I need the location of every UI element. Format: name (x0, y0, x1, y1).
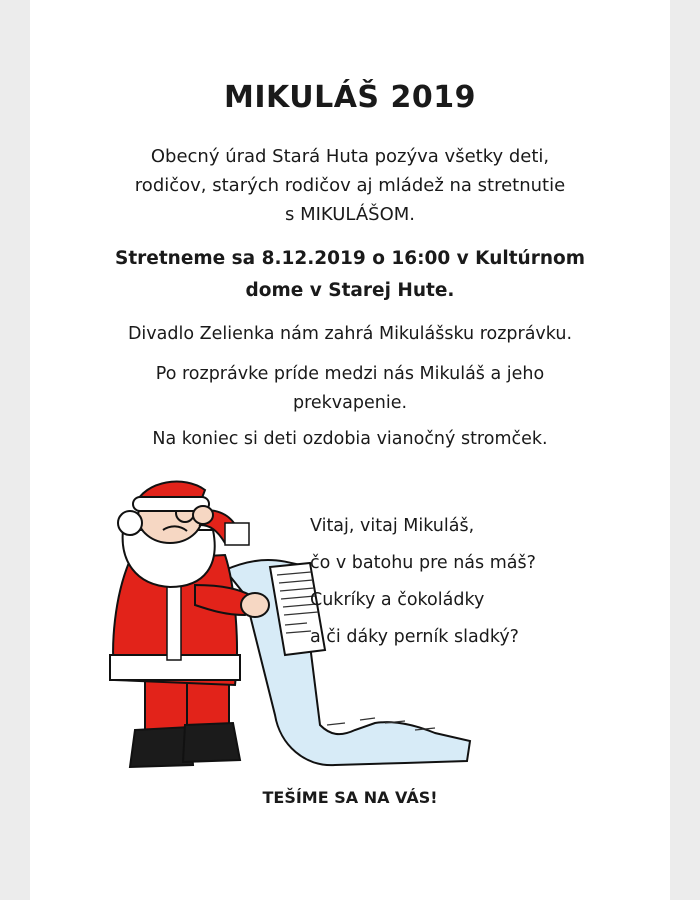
invitation-line: s MIKULÁŠOM. (284, 204, 416, 225)
meeting-info (30, 243, 670, 307)
poem-line: Vitaj, vitaj Mikuláš, (310, 516, 475, 536)
surprise-line: Po rozprávke príde medzi nás Mikuláš a jeho (155, 364, 545, 384)
page-title: MIKULÁŠ 2019 (224, 80, 476, 115)
meeting-line: Stretneme sa 8.12.2019 o 16:00 v Kultúrnom (115, 248, 585, 269)
poem-line: čo v batohu pre nás máš? (310, 553, 536, 573)
invitation-text (30, 142, 670, 229)
poem (310, 508, 610, 656)
poem-line: Cukríky a čokoládky (310, 590, 485, 610)
tree-paragraph: Na koniec si deti ozdobia vianočný stromček. (152, 429, 548, 449)
surprise-paragraph (30, 360, 670, 418)
theatre-paragraph: Divadlo Zelienka nám zahrá Mikulášsku rozprávku. (127, 324, 573, 344)
meeting-line: dome v Starej Hute. (245, 280, 455, 301)
invitation-line: rodičov, starých rodičov aj mládež na stretnutie (134, 175, 566, 196)
poem-line: a či dáky perník sladký? (310, 627, 519, 647)
invitation-line: Obecný úrad Stará Huta pozýva všetky deti, (150, 146, 550, 167)
closing-text: TEŠÍME SA NA VÁS! (262, 788, 438, 807)
surprise-line: prekvapenie. (292, 393, 408, 413)
poster-page (30, 0, 670, 900)
